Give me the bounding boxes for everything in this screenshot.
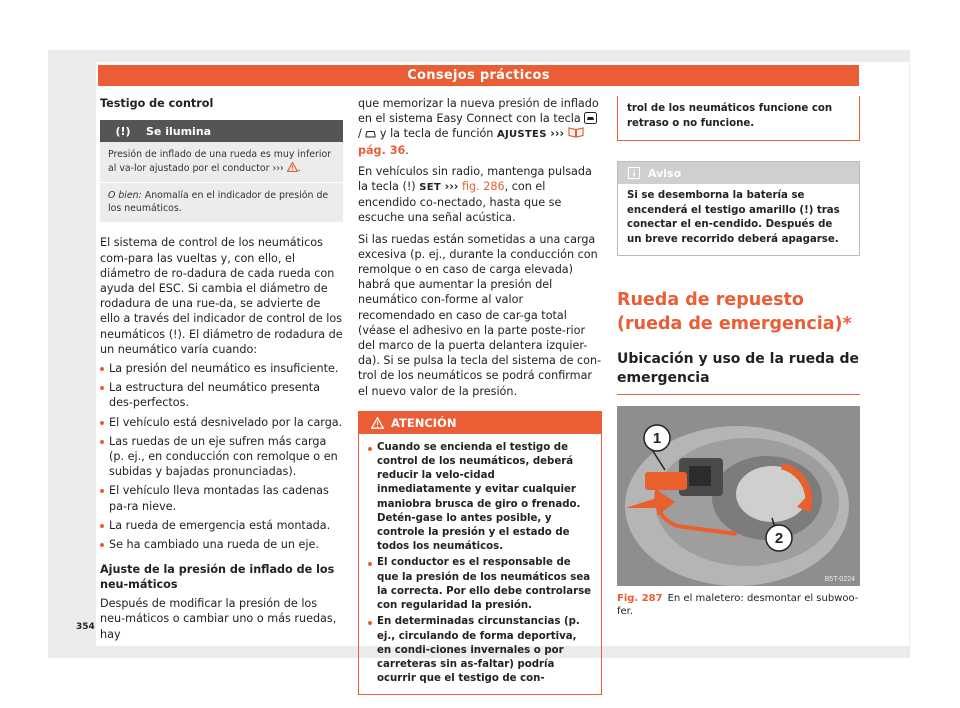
note-body: Si se desemborna la batería se encenderá el testigo amarillo (!) tras conectar el en-cendido. Después de un breve recorrido deberá apagarse. — [627, 190, 840, 245]
page-reference[interactable]: pág. 36 — [358, 143, 406, 157]
column-middle — [358, 96, 602, 695]
callout-1: 1 — [652, 430, 662, 447]
load-paragraph: Si las ruedas están sometidas a una carga excesiva (p. ej., durante la conducción con remolque o en caso de carga elevada) habrá que aumentar la presión del neumático con-forme al valor recomendado en caso de car-ga total (véase el adhesivo en la parte poste-rior del marco de la puerta delantera izquier-da). Si se pulsa la tecla del sistema de con-trol de los neumáticos se podrá confirmar el nuevo valor de la presión. — [358, 232, 602, 398]
figure-code: B5T-0224 — [824, 576, 855, 583]
table-row: Presión de inflado de una rueda es muy inferior al va-lor ajustado por el conductor ››› . — [100, 142, 343, 182]
list-item: La estructura del neumático presenta des-perfectos. — [100, 380, 343, 410]
info-icon — [628, 167, 640, 179]
warning-header — [359, 412, 601, 434]
list-item: Se ha cambiado una rueda de un eje. — [100, 537, 343, 552]
section-title: Testigo de control — [100, 97, 214, 110]
list-item: El vehículo lleva montadas las cadenas pa-ra nieve. — [100, 483, 343, 513]
figure-reference[interactable]: fig. 286 — [461, 180, 505, 194]
warning-triangle-icon — [371, 417, 384, 429]
note-header — [618, 162, 859, 184]
note-title: Aviso — [648, 166, 682, 180]
warning-box — [358, 411, 602, 695]
set-key-label: SET — [419, 182, 442, 194]
page-header: Consejos prácticos — [98, 65, 859, 86]
figure-image — [617, 406, 860, 586]
memorize-paragraph: que memorizar la nueva presión de inflado en el sistema Easy Connect con la tecla / y la tecla de función AJUSTES ››› pág. 36. — [358, 97, 599, 157]
list-item: Cuando se encienda el testigo de control de los neumáticos, deberá reducir la velo-cidad inmediatamente y evitar cualquier maniobra brusca de giro o frenado. Detén-gase lo antes posible, y controle la presión y el estado de todos los neumáticos. — [368, 441, 592, 555]
warning-title: ATENCIÓN — [391, 415, 457, 430]
section-subheading: Ubicación y uso de la rueda de emergencia — [617, 350, 860, 395]
figure-label: Fig. 287 — [617, 593, 663, 604]
warning-triangle-icon — [287, 162, 298, 172]
warning-continuation: trol de los neumáticos funcione con retraso o no funcione. — [617, 96, 860, 141]
intro-paragraph: El sistema de control de los neumáticos com-para las vueltas y, con ello, el diámetro de ro-dadura de cada rueda con ayuda del ESC. Si cambia el diámetro de rodadura de una rue-da, se advierte de ello a través del indicador de control de los neumáticos (!). El diámetro de rodadura de un neumático varía cuando: — [100, 236, 343, 356]
table-header-label: Se ilumina — [146, 124, 212, 138]
no-radio-paragraph: En vehículos sin radio, mantenga pulsada la tecla (!) SET ››› fig. 286, con el encendido co-nectado, hasta que se escuche una señal acústica. — [358, 164, 592, 225]
page-number: 354 — [76, 622, 95, 632]
adjust-paragraph: Después de modificar la presión de los neu-máticos o cambiar uno o más ruedas, hay — [100, 597, 337, 641]
list-item: Las ruedas de un eje sufren más carga (p. ej., en conducción con remolque o en subidas y bajadas pronunciadas). — [100, 434, 343, 480]
list-item: El conductor es el responsable de que la presión de los neumáticos sea la correcta. Por ello debe controlarse con regularidad la presión. — [368, 556, 592, 613]
list-item: El vehículo está desnivelado por la carga. — [100, 415, 343, 430]
section-heading: Rueda de repuesto (rueda de emergencia)* — [617, 290, 852, 334]
list-item: En determinadas circunstancias (p. ej., circulando de forma deportiva, en condi-ciones invernales o por carreteras sin as-faltar) podría ocurrir que el testigo de con- — [368, 615, 592, 686]
callout-2: 2 — [774, 530, 784, 547]
car-icon — [365, 129, 376, 138]
car-key-icon — [584, 112, 597, 124]
list-item: La presión del neumático es insuficiente. — [100, 361, 343, 376]
subheading: Ajuste de la presión de inflado de los neu-máticos — [100, 563, 335, 592]
key-label: AJUSTES — [496, 129, 547, 141]
indicator-table — [100, 120, 343, 222]
column-right — [617, 96, 860, 618]
list-item: La rueda de emergencia está montada. — [100, 518, 343, 533]
book-reference-icon — [568, 127, 584, 138]
tire-pressure-icon: (!) — [115, 124, 131, 138]
figure-caption: Fig. 287 En el maletero: desmontar el subwoo-fer. — [617, 593, 859, 617]
warning-body — [359, 434, 601, 694]
column-left — [100, 96, 343, 642]
note-box — [617, 161, 860, 256]
trunk-illustration — [617, 406, 860, 586]
table-header — [100, 120, 343, 142]
table-row: O bien: Anomalía en el indicador de presión de los neumáticos. — [100, 182, 343, 222]
cause-list — [100, 361, 343, 552]
